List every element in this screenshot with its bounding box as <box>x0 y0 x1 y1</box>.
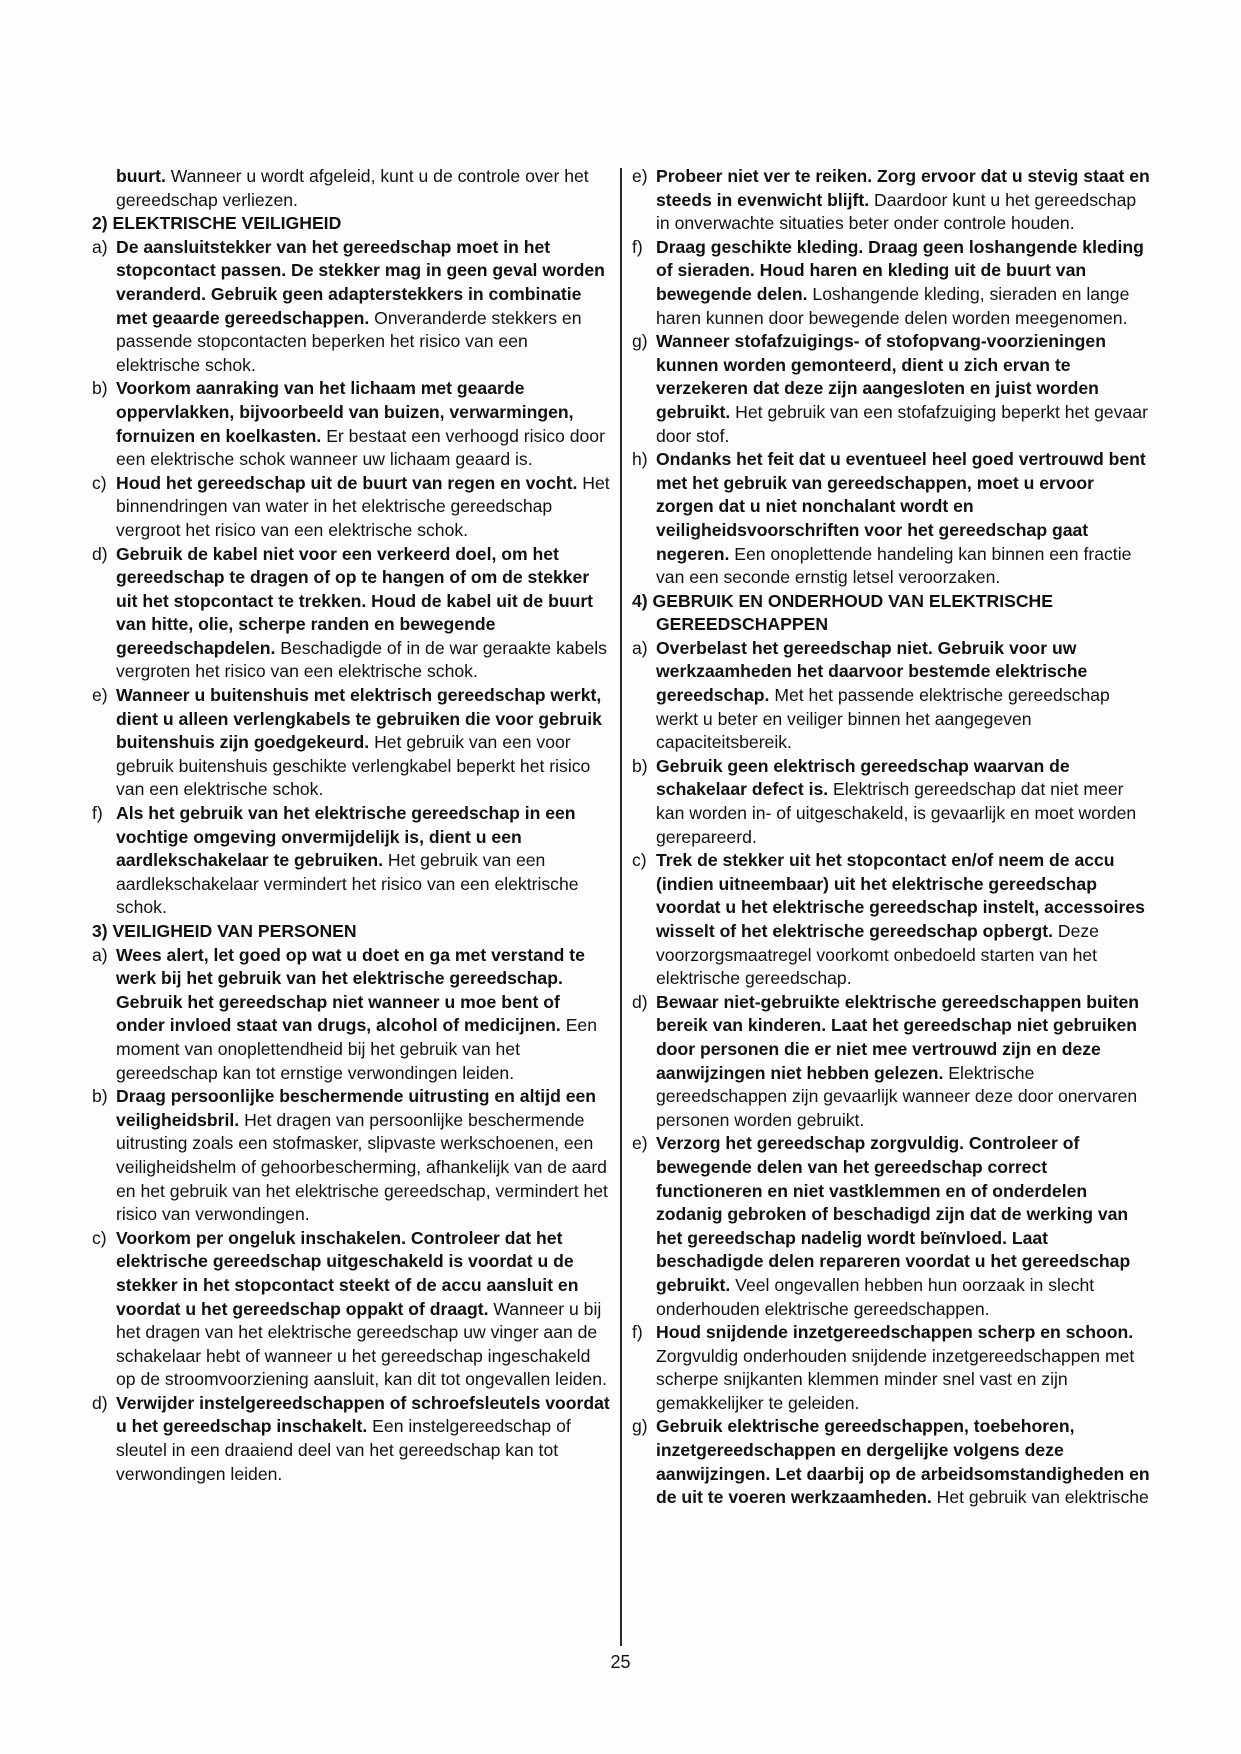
item-text: Het gebruik van een voor gebruik buitenshuis geschikte verlengkabel beperkt het risico van een elektrische schok. <box>116 732 591 800</box>
item-text: Het gebruik van elektrische <box>931 1487 1149 1508</box>
item-label: e) <box>632 166 648 186</box>
item-bold-text: Verzorg het gereedschap zorgvuldig. Controleer of bewegende delen van het gereedschap correct functioneren en niet vastklemmen en of onderdelen zodanig gebroken of beschadigd zijn dat de werking van het gereedschap nadelig wordt beïnvloed. Laat beschadigde delen repareren voordat u het gereedschap gebruikt. <box>656 1133 1131 1295</box>
item-label: d) <box>92 543 108 564</box>
item-label: c) <box>92 472 107 493</box>
list-item <box>632 849 1152 991</box>
list-item <box>632 165 1152 236</box>
item-text: Er bestaat een verhoogd risico door een elektrische schok wanneer uw lichaam geaard is. <box>116 425 605 470</box>
item-bold-text: Gebruik elektrische gereedschappen, toebehoren, inzetgereedschappen en dergelijke volgens deze aanwijzingen. Let daarbij op de arbeidsomstandigheden en de uit te voeren werkzaamheden. <box>656 1416 1150 1508</box>
item-bold-text: Ondanks het feit dat u eventueel heel goed vertrouwd bent met het gebruik van gereedschappen, moet u ervoor zorgen dat u niet nonchalant wordt en veiligheidsvoorschriften voor het gereedschap gaat negeren. <box>656 449 1146 564</box>
item-label: b) <box>632 755 648 776</box>
electrical-safety-list <box>92 236 612 920</box>
item-label: h) <box>632 449 648 470</box>
item-bold-text: Voorkom per ongeluk inschakelen. Controleer dat het elektrische gereedschap uitgeschakeld is voordat u de stekker in het stopcontact steekt of de accu aansluit en voordat u het gereedschap oppakt of draagt. <box>116 1227 579 1319</box>
personal-safety-list-continued <box>632 165 1152 590</box>
item-text: Deze voorzorgsmaatregel voorkomt onbedoeld starten van het elektrische gereedschap. <box>656 921 1099 989</box>
item-text: Het gebruik van een stofafzuiging beperkt het gevaar door stof. <box>656 401 1148 446</box>
item-bold-text: Draag geschikte kleding. Draag geen loshangende kleding of sieraden. Houd haren en kleding uit de buurt van bewegende delen. <box>656 236 1144 304</box>
item-label: c) <box>632 850 647 871</box>
use-and-care-list <box>632 637 1152 1510</box>
page-number: 25 <box>610 1652 631 1672</box>
item-text: Het gebruik van een aardlekschakelaar vermindert het risico van een elektrische schok. <box>116 850 579 918</box>
item-text: Daardoor kunt u het gereedschap in onverwachte situaties beter onder controle houden. <box>656 189 1137 234</box>
item-text: Het dragen van persoonlijke beschermende uitrusting zoals een stofmasker, slipvaste werkschoenen, een veiligheidshelm of gehoorbescherming, afhankelijk van de aard en het gebruik van het elektrische gereedschap, vermindert het risico van verwondingen. <box>116 1109 608 1225</box>
list-item <box>92 802 612 920</box>
item-text: Loshangende kleding, sieraden en lange haren kunnen door bewegende delen worden meegenomen. <box>656 283 1130 328</box>
item-text: Een onoplettende handeling kan binnen een fractie van een seconde ernstig letsel veroorzaken. <box>656 543 1132 588</box>
item-label: f) <box>632 1322 643 1343</box>
list-item <box>632 236 1152 330</box>
item-bold-text: Trek de stekker uit het stopcontact en/of neem de accu (indien uitneembaar) uit het elektrische gereedschap voordat u het elektrische gereedschap instelt, accessoires wisselt of het elektrische gereedschap opbergt. <box>656 850 1145 941</box>
item-bold-text: Wees alert, let goed op wat u doet en ga met verstand te werk bij het gebruik van het elektrische gereedschap. Gebruik het gereedschap niet wanneer u moe bent of onder invloed staat van drugs, alcohol of medicijnen. <box>116 944 585 1036</box>
item-text: Wanneer u bij het dragen van het elektrische gereedschap uw vinger aan de schakelaar hebt of wanneer u het gereedschap ingeschakeld op de stroomvoorziening aansluit, kan dit tot ongevallen leiden. <box>116 1298 607 1390</box>
item-label: d) <box>92 1392 108 1413</box>
list-item <box>632 755 1152 849</box>
item-bold-text: Houd het gereedschap uit de buurt van regen en vocht. <box>116 472 578 493</box>
item-bold-text: Als het gebruik van het elektrische gereedschap in een vochtige omgeving onvermijdelijk is, dient u een aardlekschakelaar te gebruiken. <box>116 803 576 871</box>
item-text: Zorgvuldig onderhouden snijdende inzetgereedschappen met scherpe snijkanten klemmen minder snel vast en zijn gemakkelijker te geleiden. <box>656 1345 1135 1413</box>
item-bold-text: Houd snijdende inzetgereedschappen scherp en schoon. <box>656 1322 1134 1343</box>
item-label: e) <box>632 1133 648 1154</box>
item-label: b) <box>92 378 108 399</box>
item-text: Elektrische gereedschappen zijn gevaarlijk wanneer deze door onervaren personen worden gebruikt. <box>656 1062 1138 1130</box>
item-bold-text: De aansluitstekker van het gereedschap moet in het stopcontact passen. De stekker mag in geen geval worden veranderd. Gebruik geen adapterstekkers in combinatie met geaarde gereedschappen. <box>116 236 605 328</box>
list-item <box>632 448 1152 590</box>
item-label: d) <box>632 991 648 1012</box>
list-item <box>92 1392 612 1486</box>
item-bold-text: Probeer niet ver te reiken. Zorg ervoor dat u stevig staat en steeds in evenwicht blijft. <box>656 166 1150 210</box>
item-bold-text: Overbelast het gereedschap niet. Gebruik voor uw werkzaamheden het daarvoor bestemde elektrische gereedschap. <box>656 637 1088 706</box>
section-heading-personal-safety: 3) VEILIGHEID VAN PERSONEN <box>92 921 357 941</box>
item-text: Elektrisch gereedschap dat niet meer kan worden in- of uitgeschakeld, is gevaarlijk en moet worden gerepareerd. <box>656 779 1137 847</box>
column-divider <box>620 168 622 1646</box>
list-item <box>632 1321 1152 1415</box>
item-label: f) <box>632 236 643 257</box>
item-text: Met het passende elektrische gereedschap werkt u beter en veiliger binnen het aangegeven capaciteitsbereik. <box>656 685 1110 753</box>
item-label: g) <box>632 1416 648 1437</box>
section-heading-use-and-care: 4) GEBRUIK EN ONDERHOUD VAN ELEKTRISCHE GEREEDSCHAPPEN <box>632 590 1053 635</box>
lead-bold: buurt. <box>116 166 166 186</box>
item-text: Veel ongevallen hebben hun oorzaak in slecht onderhouden elektrische gereedschappen. <box>656 1274 1095 1319</box>
item-bold-text: Bewaar niet-gebruikte elektrische gereedschappen buiten bereik van kinderen. Laat het gereedschap niet gebruiken door personen die er niet mee vertrouwd zijn en deze aanwijzingen niet hebben gelezen. <box>656 991 1140 1083</box>
item-text: Het binnendringen van water in het elektrische gereedschap vergroot het risico van een elektrische schok. <box>116 472 610 540</box>
list-item <box>632 330 1152 448</box>
list-item <box>92 543 612 685</box>
list-item <box>92 472 612 543</box>
item-label: a) <box>632 637 648 658</box>
list-item <box>92 684 612 802</box>
list-item <box>632 991 1152 1133</box>
item-text: Onveranderde stekkers en passende stopcontacten beperken het risico van een elektrische schok. <box>116 307 582 375</box>
list-item <box>92 236 612 378</box>
item-bold-text: Verwijder instelgereedschappen of schroefsleutels voordat u het gereedschap inschakelt. <box>116 1392 610 1437</box>
item-label: e) <box>92 685 108 706</box>
item-label: f) <box>92 803 103 824</box>
item-text: Beschadigde of in de war geraakte kabels vergroten het risico van een elektrische schok. <box>116 637 607 682</box>
continued-paragraph <box>92 165 612 212</box>
item-label: c) <box>92 1227 107 1248</box>
item-bold-text: Gebruik de kabel niet voor een verkeerd doel, om het gereedschap te dragen of op te hangen of om de stekker uit het stopcontact te trekken. Houd de kabel uit de buurt van hitte, olie, scherpe randen en bewegende gereedschapdelen. <box>116 543 594 658</box>
item-label: a) <box>92 236 108 257</box>
item-label: a) <box>92 944 108 965</box>
item-bold-text: Draag persoonlijke beschermende uitrusting en altijd een veiligheidsbril. <box>116 1086 597 1130</box>
list-item <box>92 377 612 471</box>
left-column <box>92 165 612 1486</box>
item-text: Een moment van onoplettendheid bij het gebruik van het gereedschap kan tot ernstige verwondingen leiden. <box>116 1015 598 1083</box>
personal-safety-list <box>92 944 612 1487</box>
lead-text: Wanneer u wordt afgeleid, kunt u de controle over het gereedschap verliezen. <box>116 166 589 210</box>
right-column <box>632 165 1152 1510</box>
list-item <box>92 944 612 1086</box>
list-item <box>632 1415 1152 1509</box>
item-bold-text: Wanneer u buitenshuis met elektrisch gereedschap werkt, dient u alleen verlengkabels te gebruiken die voor gebruik buitenshuis zijn goedgekeurd. <box>116 685 602 753</box>
item-label: b) <box>92 1086 108 1107</box>
item-label: g) <box>632 331 648 352</box>
list-item <box>92 1227 612 1392</box>
item-bold-text: Voorkom aanraking van het lichaam met geaarde oppervlakken, bijvoorbeeld van buizen, verwarmingen, fornuizen en koelkasten. <box>116 378 574 446</box>
item-bold-text: Wanneer stofafzuigings- of stofopvang-voorzieningen kunnen worden gemonteerd, dient u zich ervan te verzekeren dat deze zijn aangesloten en juist worden gebruikt. <box>656 331 1106 422</box>
section-heading-electrical-safety: 2) ELEKTRISCHE VEILIGHEID <box>92 213 342 234</box>
item-text: Een instelgereedschap of sleutel in een draaiend deel van het gereedschap kan tot verwondingen leiden. <box>116 1416 571 1484</box>
item-bold-text: Gebruik geen elektrisch gereedschap waarvan de schakelaar defect is. <box>656 755 1070 800</box>
list-item <box>92 1085 612 1227</box>
list-item <box>632 1132 1152 1321</box>
list-item <box>632 637 1152 755</box>
